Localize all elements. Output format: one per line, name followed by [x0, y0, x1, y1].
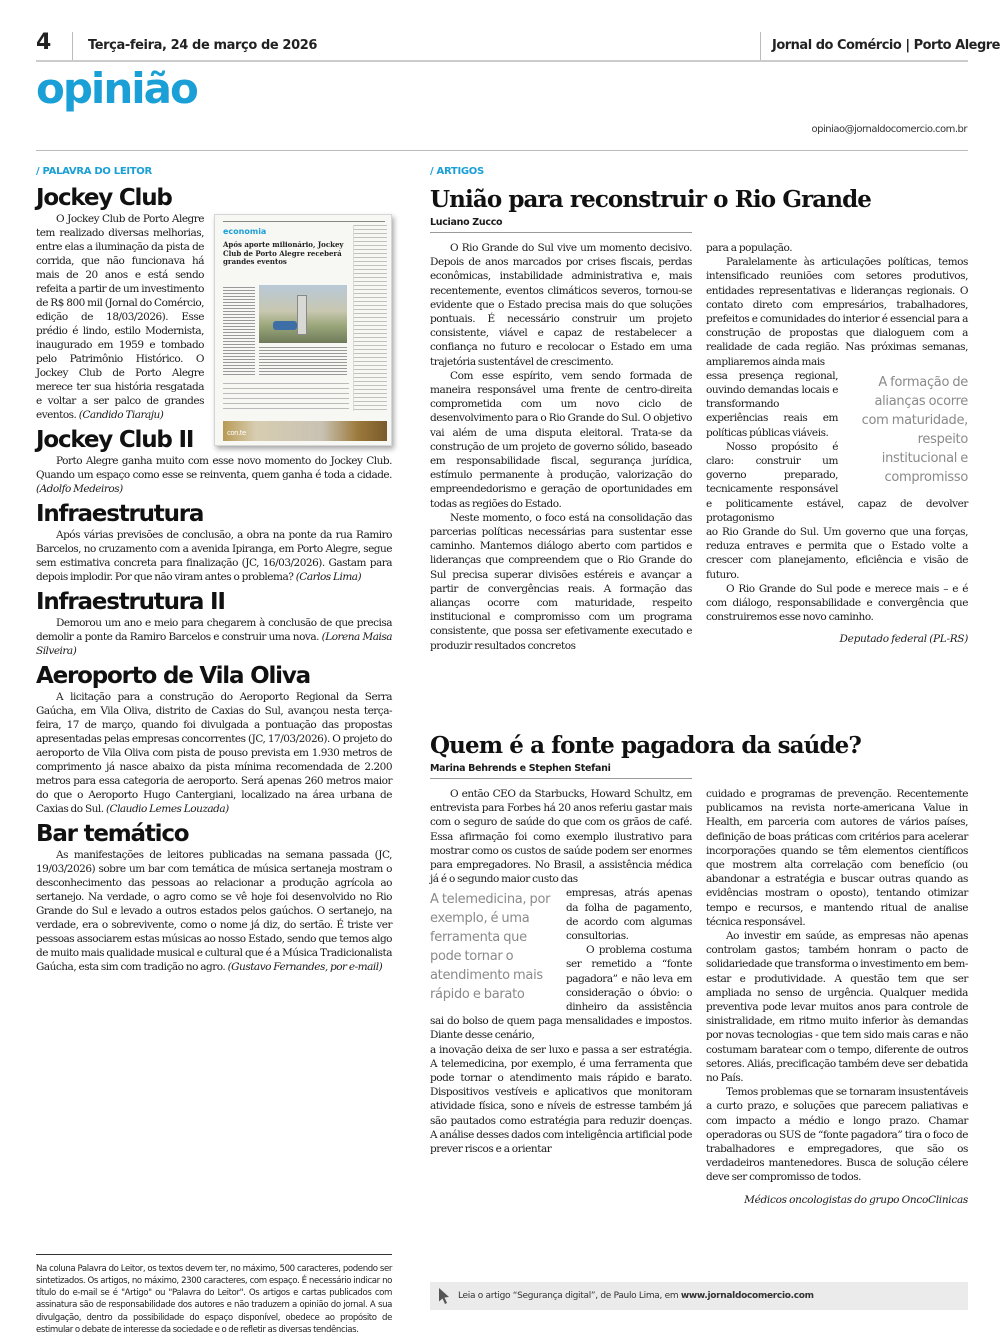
article-paragraph: Nosso propósito é claro: construir um governo preparado, tecnicamente responsável e politicamente estável, capaz de devolver protagonismo: [706, 440, 968, 524]
letter-title: Jockey Club: [36, 185, 172, 211]
article-column: [706, 241, 968, 647]
rules-divider: [36, 1254, 392, 1336]
article-author: Marina Behrends e Stephen Stefani: [430, 763, 692, 779]
article-paragraph: O problema costuma ser remetido a “fonte pagadora” e não leva em consideração o óbvio: o dinheiro da assistência sai do bolso de quem paga mensalidades e impostos. Diante desse cenário,: [430, 944, 692, 1042]
article-paragraph: Neste momento, o foco está na consolidação das parcerias políticas necessárias para sustentar esse caminho. Mantemos diálogo aberto com partidos e lideranças que compreendem que o Rio Grande do Sul precisa superar divisões estéreis e avançar a partir de convergências reais. A formação das alianças ocorre com maturidade, respeito institucional e compromisso com um programa consistente, que possa ser efetivamente executado e produzir resultados concretos: [430, 511, 692, 652]
letter-title: Infraestrutura: [36, 501, 204, 527]
read-more-text: Leia o artigo “Segurança digital”, de Paulo Lima, em: [458, 1291, 679, 1301]
section-rule: [36, 150, 968, 151]
edition-date: Terça-feira, 24 de março de 2026: [88, 38, 318, 53]
article-paragraph: O Rio Grande do Sul vive um momento decisivo. Depois de anos marcados por crises fiscais, perdas econômicas, instabilidade administrativa e, mais recentemente, eventos climáticos severos, tornou-se evidente que o Estado precisa mais do que soluções pontuais. É necessário construir um projeto consistente, viável e capaz de restabelecer a confiança no futuro e recolocar o Estado em uma trajetória sustentável de crescimento.: [430, 242, 692, 368]
clipping-photo-detail: [297, 295, 307, 335]
article-paragraph: Ao investir em saúde, as empresas não apenas controlam gastos; também honram o pacto de solidariedade que transforma o investimento em bem-estar e produtividade. A questão tem que ser ampliada no senso de urgência. Qualquer medida preventiva pode levar muitos anos para controle de sinistralidade, em ritmo muito inferior às demandas por novas tecnologias - que tem sido mais caras e não costumam baratear com o tempo, diferente de outros setores. Aliás, precificação também deve ser debatida no País.: [706, 930, 968, 1085]
cursor-arrow-icon: [438, 1288, 450, 1304]
letter-body: economia Após aporte milionário, Jockey Club de Porto Alegre receberá grandes eventos con.te O Jockey Club de Porto Alegre tem realizado diversas melhorias, entre elas a iluminação da pista de corrida, que não funcionava há mais de 20 anos e está sendo refeita a partir de um investimento de R$ 800 mil (Jornal do Comércio, edição de 18/03/2026). Esse prédio é lindo, estilo Modernista, inaugurado em 1959 e tombado pelo Patrimônio Histórico. O Jockey Club de Porto Alegre merece ter sua história resgatada e voltar a ser palco de grandes eventos. (Candido Tiaraju): [36, 212, 392, 422]
letter-author: (Lorena Maisa Silveira): [36, 631, 392, 657]
site-link[interactable]: www.jornaldocomercio.com: [680, 1291, 814, 1301]
article-title: Quem é a fonte pagadora da saúde?: [430, 732, 861, 759]
pull-quote: A telemedicina, por exemplo, é uma ferramenta que pode tornar o atendimento mais rápido e barato: [430, 892, 551, 1003]
letter-title: Jockey Club II: [36, 427, 194, 453]
clipping-photo-detail: [273, 321, 297, 330]
letter-author: (Gustavo Fernandes, por e-mail): [227, 961, 383, 973]
clipping-text-column: [259, 347, 347, 377]
clipping-headline: Após aporte milionário, Jockey Club de Porto Alegre receberá grandes eventos: [223, 240, 344, 266]
newspaper-name: Jornal do Comércio | Porto Alegre: [772, 38, 1000, 53]
article-columns: [430, 241, 968, 653]
article-paragraph: O Rio Grande do Sul pode e merece mais – e é com diálogo, responsabilidade e convergência que construiremos esse novo caminho.: [706, 582, 968, 624]
header-divider: [72, 32, 73, 60]
letter-body: Após várias previsões de conclusão, a obra na ponte da rua Ramiro Barcelos, no cruzamento com a avenida Ipiranga, em Porto Alegre, segue sem estimativa concreta para finalização (JC, 16/03/2026). Gastam para depois implodir. Por que não viram antes o problema? (Carlos Lima): [36, 529, 392, 583]
article-signature: Médicos oncologistas do grupo OncoClinicas: [744, 1193, 968, 1206]
clipping-text-column: [223, 287, 255, 377]
letter-title: Infraestrutura II: [36, 589, 225, 615]
page-number: 4: [36, 30, 52, 55]
contact-email[interactable]: opiniao@jornaldocomercio.com.br: [811, 124, 967, 135]
article-paragraph: Com esse espírito, vem sendo formada de maneira responsável uma frente de centro-direita comprometida com um novo ciclo de desenvolvimento para o Rio Grande do Sul. O objetivo vai além de uma disputa eleitoral. Trata-se da construção de um projeto de governo sólido, baseado em responsabilidade fiscal, segurança jurídica, estímulo permanente à produção, valorização do empreendedorismo e geração de oportunidades em todas as regiões do Estado.: [430, 369, 692, 510]
clipping-section: economia: [223, 227, 267, 236]
letter-author: (Adolfo Medeiros): [36, 483, 123, 495]
articles-kicker: / ARTIGOS: [430, 166, 484, 177]
letter-title: Bar temático: [36, 821, 189, 847]
article-paragraph: para a população.: [706, 242, 793, 254]
letters-column: [36, 166, 392, 1336]
letter-item: [36, 501, 392, 584]
letter-body: As manifestações de leitores publicadas na semana passada (JC, 19/03/2026) sobre um bar com temática de música sertaneja mostram o desconhecimento das pessoas ao relacionar a produção agrícola ao sertanejo. Na verdade, o agro como se vê hoje foi desenvolvido no Rio Grande do Sul e levado a outros estados pelos gaúchos. O sertanejo, na verdade, era o sobrevivente, como o nome já diz, do sertão. É triste ver pessoas associarem estas músicas ao nosso Estado, sendo que temos algo de muito mais qualidade musical e cultural que é a Música Tradicionalista Gaúcha, esta sim com tradição no agro. (Gustavo Fernandes, por e-mail): [36, 849, 392, 973]
pull-quote: A formação de alianças ocorre com maturidade, respeito institucional e compromisso: [861, 374, 968, 485]
letter-author: (Candido Tiaraju): [78, 409, 164, 421]
article-paragraph: empresas, atrás apenas da folha de pagamento, de acordo com algumas consultorias.: [566, 887, 692, 943]
letter-item: [36, 663, 392, 816]
article-column: [430, 787, 692, 1156]
letter-body: Demorou um ano e meio para chegarem à conclusão de que precisa demolir a ponte da Ramiro Barcelos e construir uma nova. (Lorena Maisa Silveira): [36, 617, 392, 657]
submission-rules: Na coluna Palavra do Leitor, os textos devem ter, no máximo, 500 caracteres, podendo ser sintetizados. Os artigos, no máximo, 2300 caracteres, com espaço. É necessário indicar no título do e-mail se é "Artigo" ou "Palavra do Leitor". Os artigos e cartas publicados com assinatura são de responsabilidade dos autores e não traduzem a opinião do jornal. A sua divulgação, dentro da possibilidade do espaço disponível, obedece ao propósito de estimular o debate de interesse da sociedade e o de refletir as diversas tendências.: [36, 1263, 392, 1335]
newspaper-clipping-image: [214, 214, 392, 446]
clipping-ad-banner: [223, 421, 387, 441]
header-rule: [36, 60, 968, 62]
letter-author: (Carlos Lima): [295, 571, 362, 583]
clipping-ad-label: con.te: [227, 429, 246, 437]
letters-list: [36, 185, 392, 974]
article-title: União para reconstruir o Rio Grande: [430, 186, 872, 213]
article-fonte-pagadora: [430, 732, 968, 1207]
article-paragraph: cuidado e programas de prevenção. Recentemente publicamos na revista norte-americana Value in Health, em parceria com autores de vários países, definição de boas práticas com critérios para acelerar incorporações quando se têm elementos científicos que mostrem alta correlação com benefício (ou abandonar a estratégia e buscar outras quando as evidências mostram o oposto), tentando otimizar tempo e recursos, e mantendo ritual de analise técnica responsável.: [706, 788, 968, 928]
letter-item: [36, 589, 392, 658]
article-author: Luciano Zucco: [430, 217, 692, 233]
article-paragraph: O então CEO da Starbucks, Howard Schultz, em entrevista para Forbes há 20 anos referiu gastar mais com o seguro de saúde do que com os grãos de café. Essa afirmação foi como exemplo ilustrativo para mostrar como os custos de saúde podem ser enormes para empregadores. No Brasil, a assistência médica já é o segundo maior custo das: [430, 788, 692, 886]
clipping-header-rule: [223, 221, 385, 222]
clipping-table: [223, 383, 349, 413]
article-paragraph: Temos problemas que se tornaram insustentáveis a curto prazo, e soluções que parecem paliativas e com impacto a médio e longo prazo. Chamar operadoras ou SUS de “fonte pagadora” tira o foco de trabalhadores e empregadores, que são os verdadeiros mantenedores. Busca de solução célere deve ser compromisso de todos.: [706, 1086, 968, 1184]
article-paragraph: essa presença regional, ouvindo demandas locais e transformando experiências reais em políticas públicas viáveis.: [706, 369, 838, 439]
clipping-sidebar: [353, 225, 387, 411]
article-signature: Deputado federal (PL-RS): [839, 633, 968, 646]
section-title: opinião: [36, 64, 197, 113]
letter-item: [36, 821, 392, 974]
article-uniao: [430, 186, 968, 653]
letter-title: Aeroporto de Vila Oliva: [36, 663, 310, 689]
letters-kicker: / PALAVRA DO LEITOR: [36, 166, 152, 177]
article-paragraph: Paralelamente às articulações políticas, temos intensificado reuniões com setores produtivos, entidades representativas e lideranças regionais. O contato direto com empresários, trabalhadores, prefeitos e comunidades do interior é essencial para a construção de propostas que dialoguem com a realidade de cada região. Nas próximas semanas, ampliaremos ainda mais: [706, 256, 968, 368]
article-columns: [430, 787, 968, 1207]
header-divider: [760, 32, 761, 60]
letter-item: [36, 185, 392, 437]
article-paragraph: a inovação deixa de ser luxo e passa a ser estratégia. A telemedicina, por exemplo, é uma ferramenta que pode tornar o atendimento mais rápido e barato. Dispositivos vestíveis e aplicativos que monitoram atividade física, sono e níveis de estresse também já são pautados como estratégia para reduzir doenças. A análise desses dados com inteligência artificial pode prever riscos e a orientar: [430, 1043, 692, 1156]
article-paragraph: ao Rio Grande do Sul. Um governo que una forças, reduza entraves e permita que o Estado volte a crescer com planejamento, eficiência e visão de futuro.: [706, 526, 968, 581]
article-column: [706, 787, 968, 1207]
letter-author: (Claudio Lemes Louzada): [105, 803, 229, 815]
article-column: [430, 241, 692, 653]
letter-body: A licitação para a construção do Aeroporto Regional da Serra Gaúcha, em Vila Oliva, distrito de Caxias do Sul, avançou nesta terça-feira, 17 de março, quando foi divulgada a pontuação das propostas apresentadas pelas empresas concorrentes (JC, 17/03/2026). O projeto do aeroporto de Vila Oliva com pista de pouso prevista em 1.930 metros de comprimento já nasce abaixo da pista mínima recomendada de 2.200 metros para essa categoria de aeroporto. Será apenas 260 metros maior do que o Aeroporto Hugo Cantergiani, localizado na área urbana de Caxias do Sul. (Claudio Lemes Louzada): [36, 691, 392, 815]
letter-body: Porto Alegre ganha muito com esse novo momento do Jockey Club. Quando um espaço como esse se reinventa, quem ganha é toda a cidade. (Adolfo Medeiros): [36, 455, 392, 495]
read-more-banner[interactable]: [430, 1282, 968, 1310]
